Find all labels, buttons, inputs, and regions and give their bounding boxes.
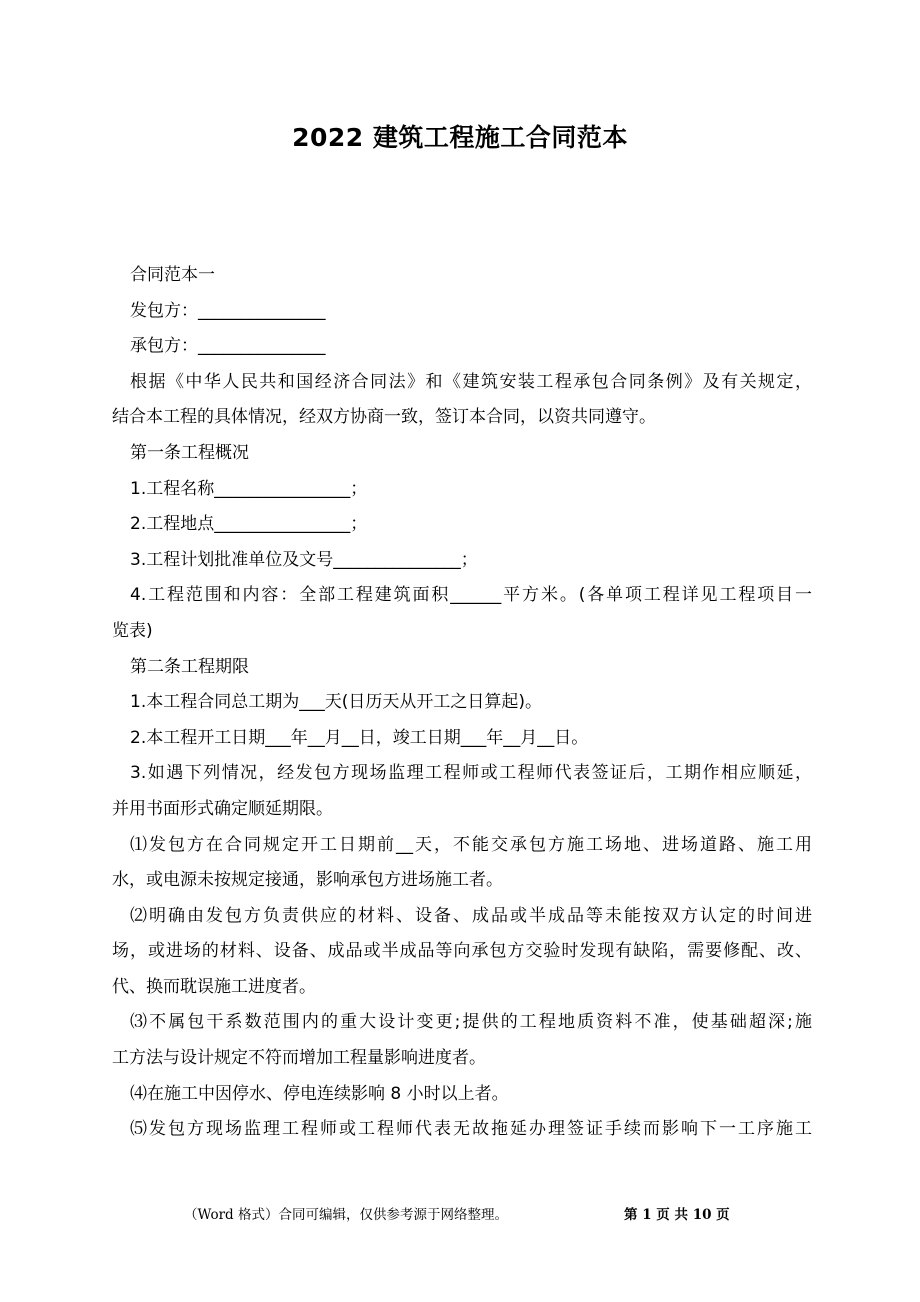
clause-line: 2.本工程开工日期___年__月__日，竣工日期___年__月__日。: [130, 727, 589, 748]
document-body: [112, 258, 812, 1148]
party-a-line: 发包方：_______________: [130, 300, 326, 321]
clause-line: 1.工程名称________________；: [130, 478, 368, 499]
paragraph-line: 根据《中华人民共和国经济合同法》和《建筑安装工程承包合同条例》及有关规定，: [130, 371, 812, 392]
clause-line: 2.工程地点________________；: [130, 514, 368, 535]
clause-line: 览表): [112, 620, 153, 641]
article-heading: 第一条工程概况: [130, 442, 249, 463]
clause-line: 1.本工程合同总工期为___天(日历天从开工之日算起)。: [130, 692, 542, 713]
clause-line: 3.工程计划批准单位及文号_______________；: [130, 549, 478, 570]
section-heading: 合同范本一: [130, 265, 215, 285]
document-title: 2022 建筑工程施工合同范本: [292, 123, 628, 152]
subclause-line: 代、换而耽误施工进度者。: [112, 976, 316, 997]
clause-line: 3.如遇下列情况，经发包方现场监理工程师或工程师代表签证后，工期作相应顺延，: [130, 763, 812, 784]
subclause-line: ⑶不属包干系数范围内的重大设计变更;提供的工程地质资料不准，使基础超深;施: [130, 1012, 812, 1033]
subclause-line: ⑴发包方在合同规定开工日期前__天，不能交承包方施工场地、进场道路、施工用: [130, 834, 812, 855]
article-heading: 第二条工程期限: [130, 656, 249, 677]
clause-line: 4.工程范围和内容：全部工程建筑面积______平方米。(各单项工程详见工程项目一: [130, 585, 812, 606]
footer-note: （Word 格式）合同可编辑，仅供参考源于网络整理。: [184, 1207, 508, 1223]
subclause-line: 工方法与设计规定不符而增加工程量影响进度者。: [112, 1048, 486, 1069]
clause-line: 并用书面形式确定顺延期限。: [112, 798, 333, 819]
subclause-line: 水，或电源未按规定接通，影响承包方进场施工者。: [112, 870, 503, 891]
subclause-line: ⑷在施工中因停水、停电连续影响 8 小时以上者。: [130, 1083, 509, 1104]
subclause-line: 场，或进场的材料、设备、成品或半成品等向承包方交验时发现有缺陷，需要修配、改、: [112, 941, 812, 962]
subclause-line: ⑸发包方现场监理工程师或工程师代表无故拖延办理签证手续而影响下一工序施工: [130, 1119, 812, 1140]
party-b-line: 承包方：_______________: [130, 336, 326, 357]
paragraph-line: 结合本工程的具体情况，经双方协商一致，签订本合同，以资共同遵守。: [112, 407, 656, 428]
page-number: 第 1 页 共 10 页: [624, 1207, 730, 1223]
subclause-line: ⑵明确由发包方负责供应的材料、设备、成品或半成品等未能按双方认定的时间进: [130, 905, 812, 926]
